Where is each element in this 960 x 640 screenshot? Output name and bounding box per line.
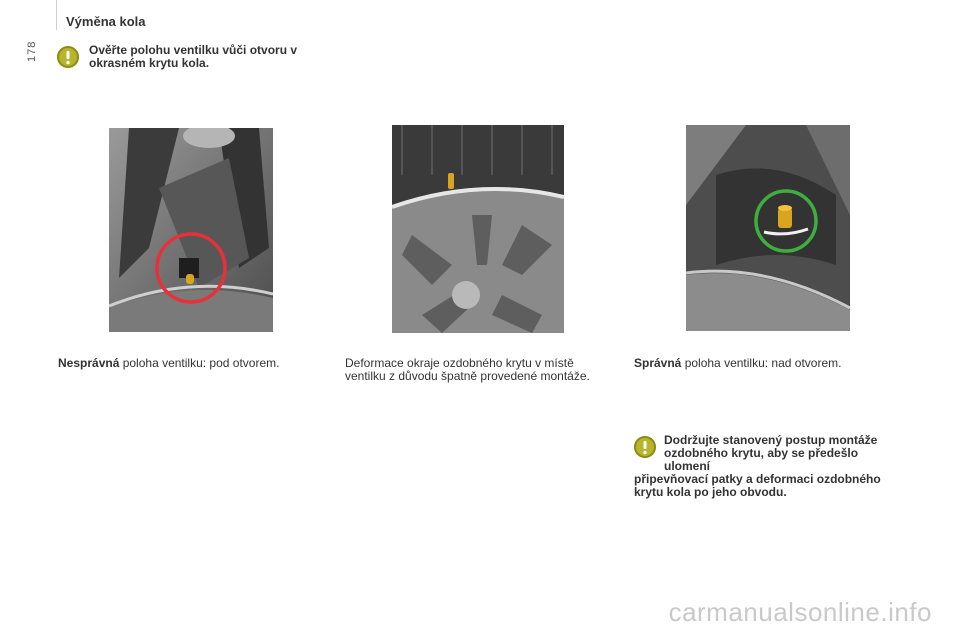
photo-deformed-cover [392,125,564,333]
note-bottom [634,434,884,499]
note-bottom-first-lines: Dodržujte stanovený postup montáže ozdobného krytu, aby se předešlo ulomení [664,433,878,473]
note-bottom-rest: připevňovací patky a deformaci ozdobného krytu kola po jeho obvodu. [634,472,881,499]
caption-right-text: poloha ventilku: nad otvorem. [681,356,842,370]
caption-wrong-text: poloha ventilku: pod otvorem. [119,356,280,370]
caption-right-label: Správná [634,356,682,370]
caption-deformation: Deformace okraje ozdobného krytu v místě ventilku z důvodu špatně provedené montáže. [345,356,590,383]
photo-wrong-valve-position [109,128,273,332]
side-rule [56,0,57,30]
watermark: carmanualsonline.info [668,597,932,627]
section-title: Výměna kola [66,14,146,29]
photo-correct-valve-position [686,125,850,331]
caption-wrong-label: Nesprávná [58,356,120,370]
note-top: Ověřte polohu ventilku vůči otvoru v okrasném krytu kola. [89,43,298,70]
warning-exclamation-icon [57,46,79,68]
caption-right [634,357,934,370]
page-number: 178 [26,40,38,62]
caption-wrong [58,357,298,370]
